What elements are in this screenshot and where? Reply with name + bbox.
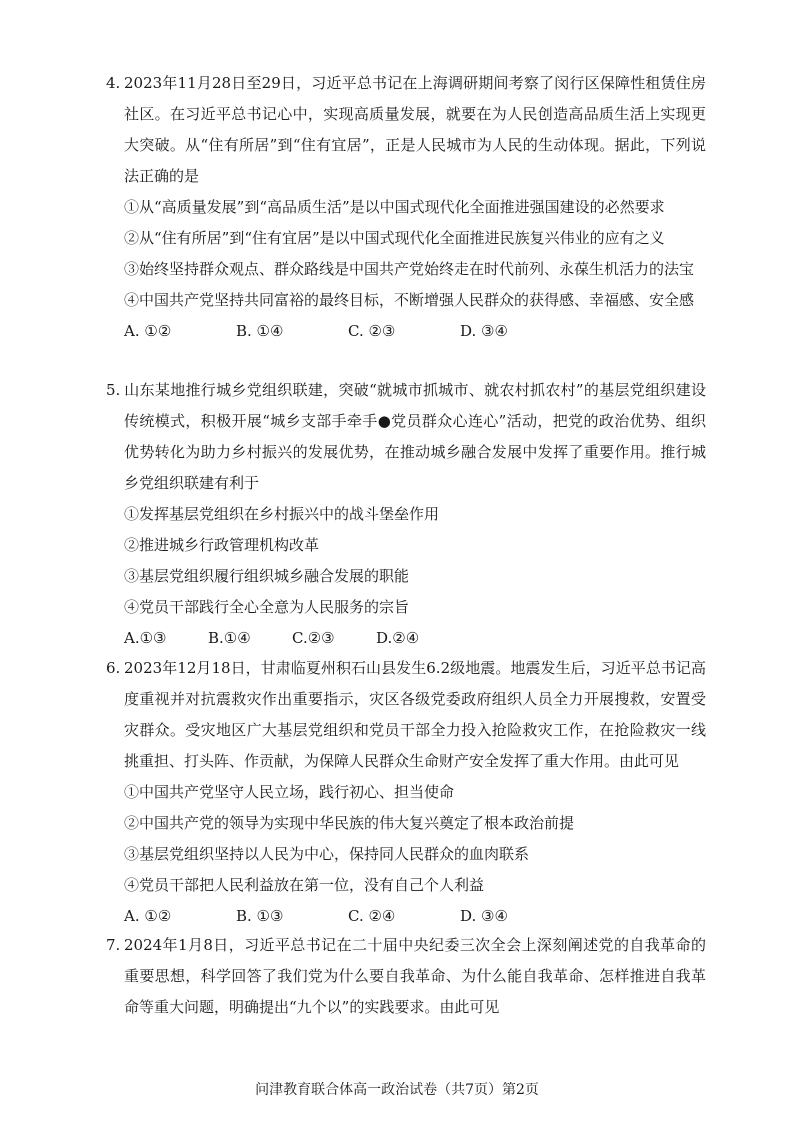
question-5-number: 5.	[106, 381, 121, 399]
question-6-statement-1: ①中国共产党坚守人民立场，践行初心、担当使命	[124, 783, 455, 801]
question-6-option-d[interactable]: D. ③④	[460, 907, 508, 925]
question-6-option-a[interactable]: A. ①②	[124, 907, 172, 925]
question-6-statement-4: ④党员干部把人民利益放在第一位，没有自己个人利益	[124, 876, 485, 894]
question-4-statement-4: ④中国共产党坚持共同富裕的最终目标，不断增强人民群众的获得感、幸福感、安全感	[124, 291, 695, 309]
question-5-stem	[106, 375, 706, 499]
question-4-options	[106, 316, 706, 347]
question-4-text: 2023年11月28日至29日，习近平总书记在上海调研期间考察了闵行区保障性租赁住房社区。在习近平总书记心中，实现高质量发展，就要在为人民创造高品质生活上实现更大突破。从“住有所居”到“住有宜居”，正是人民城市为人民的生动体现。据此，下列说法正确的是	[124, 74, 706, 185]
question-5-option-d[interactable]: D.②④	[376, 629, 420, 647]
question-5-option-a[interactable]: A.①③	[124, 629, 167, 647]
question-5	[106, 375, 706, 654]
question-7-number: 7.	[106, 936, 121, 954]
question-4	[106, 68, 706, 347]
question-7-stem	[106, 930, 706, 1023]
question-5-statement-4: ④党员干部践行全心全意为人民服务的宗旨	[124, 598, 410, 616]
question-5-options	[106, 623, 706, 654]
question-4-statement-1: ①从“高质量发展”到“高品质生活”是以中国式现代化全面推进强国建设的必然要求	[124, 198, 665, 216]
question-5-option-b[interactable]: B.①④	[208, 629, 251, 647]
question-5-statement-1: ①发挥基层党组织在乡村振兴中的战斗堡垒作用	[124, 505, 440, 523]
question-7-text: 2024年1月8日，习近平总书记在二十届中央纪委三次全会上深刻阐述党的自我革命的重要思想，科学回答了我们党为什么要自我革命、为什么能自我革命、怎样推进自我革命等重大问题，明确提出“九个以”的实践要求。由此可见	[124, 936, 706, 1016]
question-4-stem	[106, 68, 706, 192]
question-5-option-c[interactable]: C.②③	[292, 629, 335, 647]
question-6-option-c[interactable]: C. ②④	[348, 907, 396, 925]
question-4-option-a[interactable]: A. ①②	[124, 322, 172, 340]
question-6-stem	[106, 653, 706, 777]
question-4-statement-2: ②从“住有所居”到“住有宜居”是以中国式现代化全面推进民族复兴伟业的应有之义	[124, 229, 665, 247]
question-4-number: 4.	[106, 74, 121, 92]
question-6-option-b[interactable]: B. ①③	[236, 907, 284, 925]
question-6-options	[106, 901, 706, 932]
question-4-statement-3: ③始终坚持群众观点、群众路线是中国共产党始终走在时代前列、永葆生机活力的法宝	[124, 260, 695, 278]
question-6-text: 2023年12月18日，甘肃临夏州积石山县发生6.2级地震。地震发生后，习近平总书记高度重视并对抗震救灾作出重要指示，灾区各级党委政府组织人员全力开展搜救，安置受灾群众。受灾地区广大基层党组织和党员干部全力投入抢险救灾工作，在抢险救灾一线挑重担、打头阵、作贡献，为保障人民群众生命财产安全发挥了重大作用。由此可见	[124, 659, 706, 770]
question-6-statement-3: ③基层党组织坚持以人民为中心，保持同人民群众的血肉联系	[124, 845, 530, 863]
question-6-statement-2: ②中国共产党的领导为实现中华民族的伟大复兴奠定了根本政治前提	[124, 814, 575, 832]
question-4-option-c[interactable]: C. ②③	[348, 322, 396, 340]
question-5-text: 山东某地推行城乡党组织联建，突破“就城市抓城市、就农村抓农村”的基层党组织建设传统模式，积极开展“城乡支部手牵手●党员群众心连心”活动，把党的政治优势、组织优势转化为助力乡村振兴的发展优势，在推动城乡融合发展中发挥了重要作用。推行城乡党组织联建有利于	[124, 381, 706, 492]
question-5-statement-2: ②推进城乡行政管理机构改革	[124, 536, 320, 554]
question-4-option-d[interactable]: D. ③④	[460, 322, 508, 340]
question-6	[106, 653, 706, 932]
page-footer: 问津教育联合体高一政治试卷（共7页）第2页	[255, 1082, 539, 1098]
question-4-option-b[interactable]: B. ①④	[236, 322, 284, 340]
question-6-number: 6.	[106, 659, 121, 677]
question-5-statement-3: ③基层党组织履行组织城乡融合发展的职能	[124, 567, 410, 585]
question-7	[106, 930, 706, 1023]
